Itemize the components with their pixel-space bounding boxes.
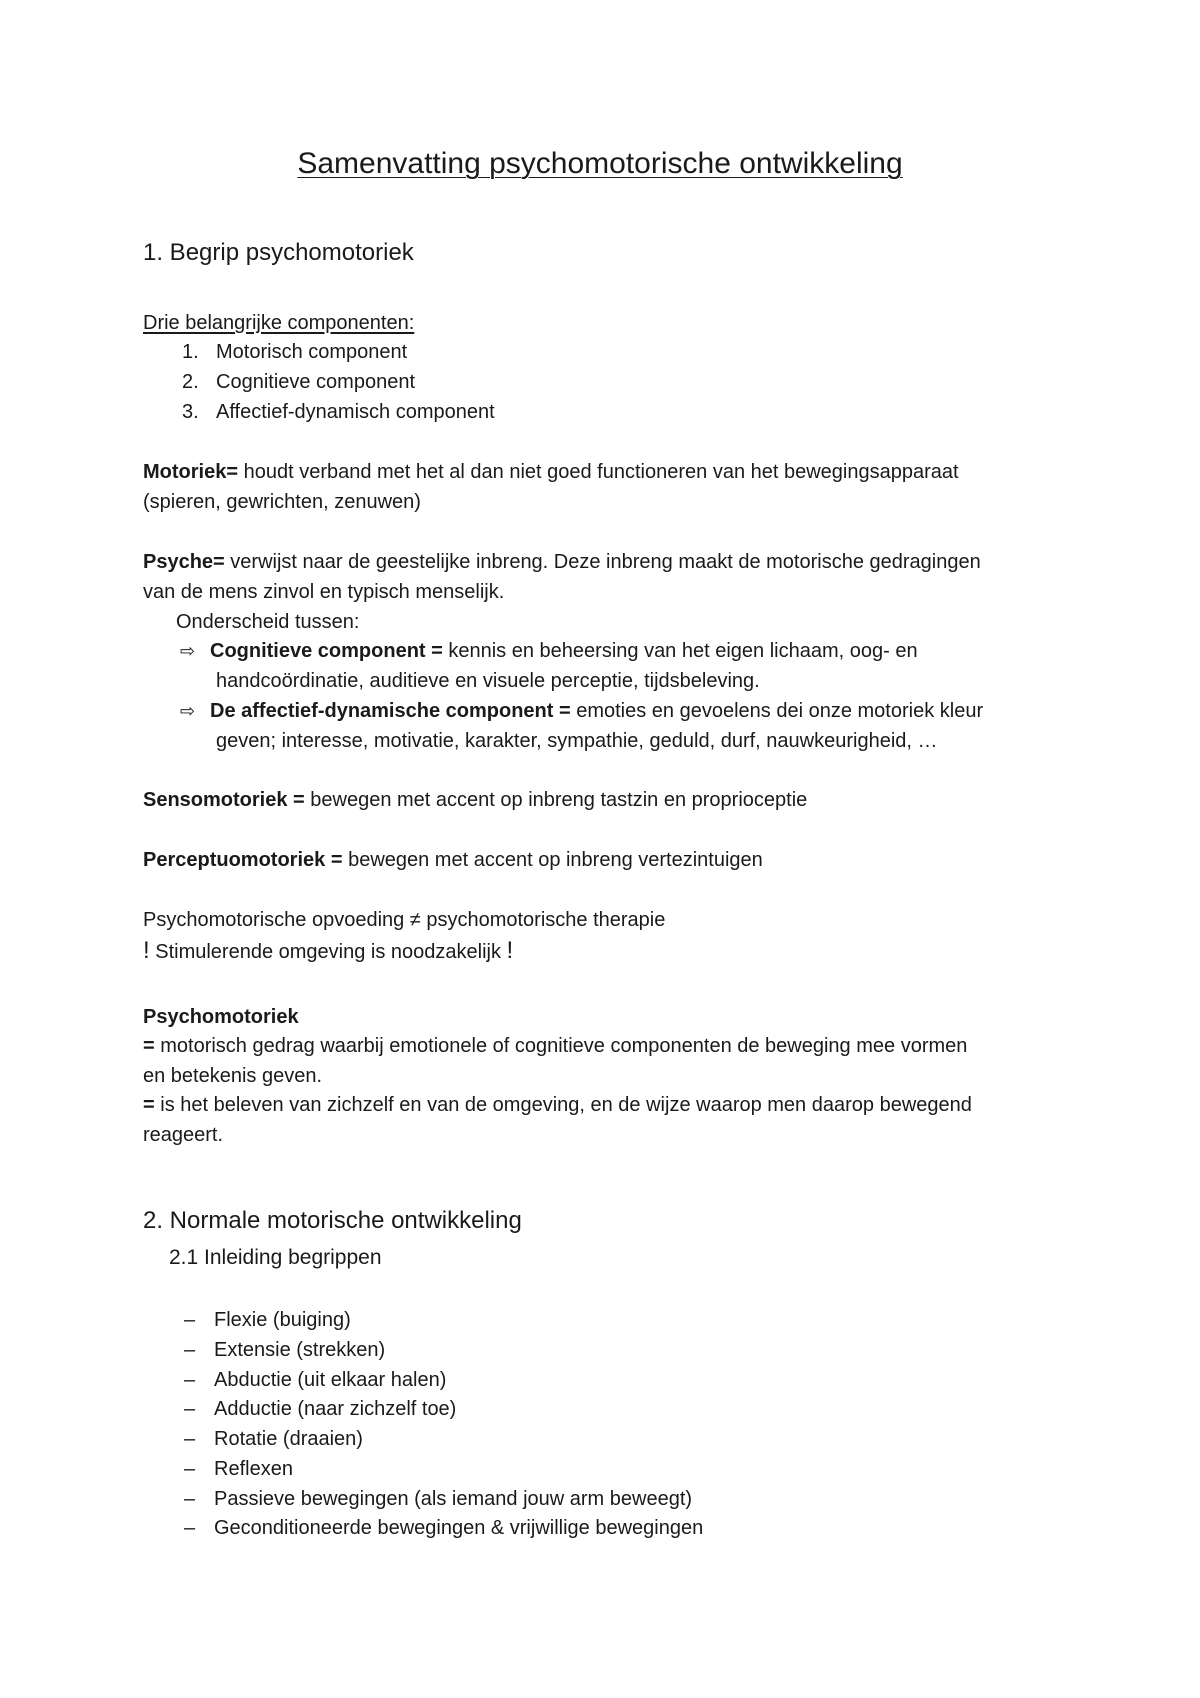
sensomotoriek-definition (143, 786, 807, 814)
list-text: Cognitieve component (216, 371, 416, 393)
dash-bullet: – (184, 1369, 196, 1391)
definition-text: emoties en gevoelens dei onze motoriek kleur (570, 700, 984, 722)
dash-bullet: – (184, 1517, 196, 1539)
motoriek-definition-cont: (spieren, gewrichten, zenuwen) (143, 491, 421, 513)
list-text: Affectief-dynamisch component (216, 401, 495, 423)
perceptuomotoriek-definition (143, 846, 763, 874)
arrow-list-item (180, 637, 918, 665)
list-text: Passieve bewegingen (als iemand jouw arm beweegt) (214, 1488, 693, 1510)
arrow-right-icon: ⇨ (180, 701, 196, 721)
stimulerend-text: Stimulerende omgeving is noodzakelijk (149, 941, 507, 963)
exclamation-icon: ! (506, 937, 514, 964)
definition-text: bewegen met accent op inbreng tastzin en proprioceptie (304, 789, 808, 811)
list-text: Adductie (naar zichzelf toe) (214, 1398, 457, 1420)
list-item (184, 1455, 293, 1483)
list-item (184, 1425, 363, 1453)
list-text: Abductie (uit elkaar halen) (214, 1369, 447, 1391)
list-number: 1. (182, 341, 199, 363)
list-item (182, 368, 415, 396)
motoriek-definition (143, 458, 959, 486)
section-1-heading: 1. Begrip psychomotoriek (143, 239, 414, 266)
list-item (184, 1395, 456, 1423)
list-number: 2. (182, 371, 199, 393)
psychomotoriek-term: Psychomotoriek (143, 1006, 299, 1028)
psychomotoriek-definition-2-cont: reageert. (143, 1124, 224, 1146)
list-text: Reflexen (214, 1458, 293, 1480)
dash-bullet: – (184, 1398, 196, 1420)
psychomotoriek-definition-1 (143, 1032, 967, 1060)
list-text: Geconditioneerde bewegingen & vrijwillige bewegingen (214, 1517, 704, 1539)
list-item (184, 1366, 446, 1394)
dash-bullet: – (184, 1309, 196, 1331)
definition-text: kennis en beheersing van het eigen lichaam, oog- en (442, 640, 918, 662)
document-title: Samenvatting psychomotorische ontwikkeling (297, 147, 903, 180)
psychomotoriek-definition-2 (143, 1091, 972, 1119)
list-text: Flexie (buiging) (214, 1309, 351, 1331)
term: Motoriek= (143, 461, 239, 483)
exclamation-icon: ! (143, 937, 150, 964)
definition-text: is het beleven van zichzelf en van de omgeving, en de wijze waarop men daarop bewegend (154, 1094, 972, 1116)
definition-text: bewegen met accent op inbreng vertezintuigen (342, 849, 763, 871)
psychomotoriek-definition-1-cont: en betekenis geven. (143, 1065, 323, 1087)
psyche-definition-cont: van de mens zinvol en typisch menselijk. (143, 581, 505, 603)
list-item (184, 1336, 385, 1364)
equals-sign: = (143, 1094, 155, 1116)
section-2-1-heading: 2.1 Inleiding begrippen (169, 1246, 382, 1269)
arrow-list-item-cont: geven; interesse, motivatie, karakter, sympathie, geduld, durf, nauwkeurigheid, … (216, 730, 938, 752)
list-item (182, 398, 495, 426)
list-text: Rotatie (draaien) (214, 1428, 363, 1450)
term: Sensomotoriek = (143, 789, 305, 811)
definition-text: houdt verband met het al dan niet goed functioneren van het bewegingsapparaat (238, 461, 959, 483)
definition-text: verwijst naar de geestelijke inbreng. Deze inbreng maakt de motorische gedragingen (224, 551, 981, 573)
arrow-right-icon: ⇨ (180, 641, 196, 661)
section-2-heading: 2. Normale motorische ontwikkeling (143, 1207, 522, 1234)
term: Cognitieve component = (210, 640, 443, 662)
list-text: Extensie (strekken) (214, 1339, 386, 1361)
list-item (184, 1306, 351, 1334)
term: De affectief-dynamische component = (210, 700, 571, 722)
psyche-definition (143, 548, 981, 576)
equals-sign: = (143, 1035, 155, 1057)
list-number: 3. (182, 401, 199, 423)
definition-text: motorisch gedrag waarbij emotionele of cognitieve componenten de beweging mee vormen (154, 1035, 968, 1057)
dash-bullet: – (184, 1458, 196, 1480)
dash-bullet: – (184, 1339, 196, 1361)
components-heading: Drie belangrijke componenten: (143, 312, 415, 334)
opvoeding-line: Psychomotorische opvoeding ≠ psychomotorische therapie (143, 909, 666, 931)
stimulerend-line (143, 937, 513, 966)
term: Psyche= (143, 551, 225, 573)
list-item (184, 1514, 703, 1542)
dash-bullet: – (184, 1428, 196, 1450)
arrow-list-item-cont: handcoördinatie, auditieve en visuele perceptie, tijdsbeleving. (216, 670, 760, 692)
distinguish-label: Onderscheid tussen: (176, 611, 360, 633)
list-item (182, 338, 407, 366)
dash-bullet: – (184, 1488, 196, 1510)
list-item (184, 1485, 692, 1513)
list-text: Motorisch component (216, 341, 408, 363)
arrow-list-item (180, 697, 983, 725)
term: Perceptuomotoriek = (143, 849, 343, 871)
